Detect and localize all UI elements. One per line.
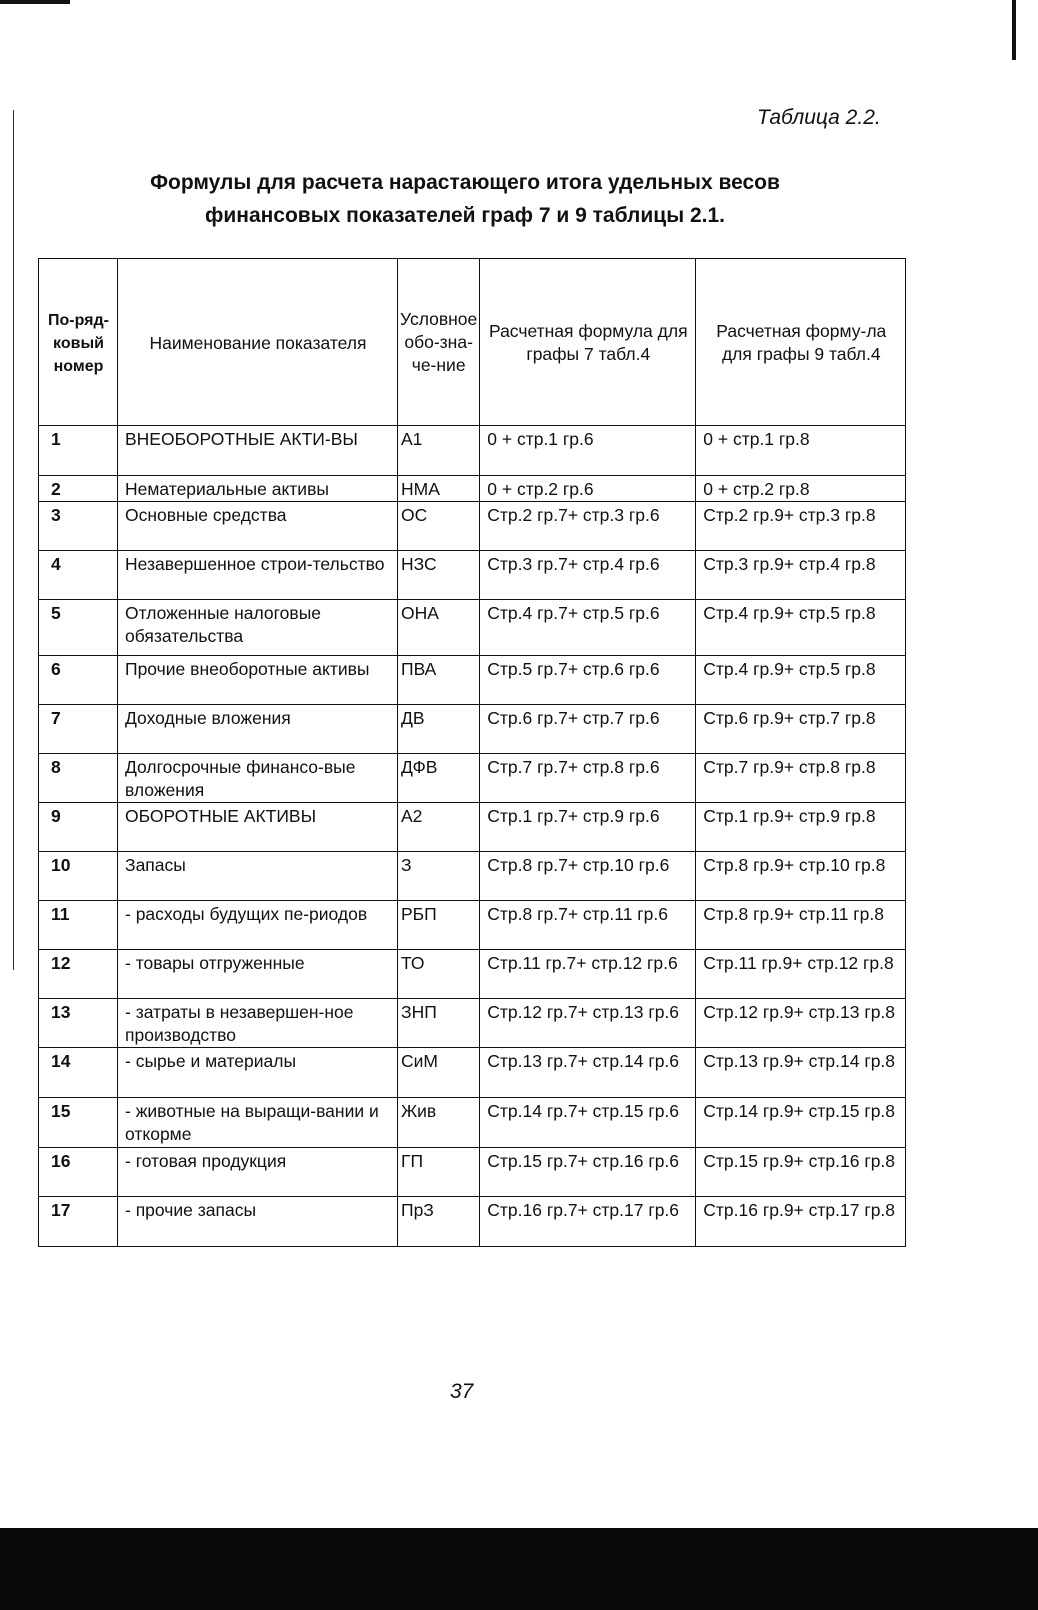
cell-code: ОС [398,502,480,551]
cell-f7: Стр.4 гр.7+ стр.5 гр.6 [480,600,696,656]
table-row [39,1098,906,1148]
cell-num: 4 [39,551,118,600]
cell-f7: Стр.3 гр.7+ стр.4 гр.6 [480,551,696,600]
cell-name: - готовая продукция [118,1148,398,1197]
title-line-2: финансовых показателей граф 7 и 9 таблицы 2.1. [204,204,726,227]
header-name: Наименование показателя [118,259,398,426]
cell-name: Отложенные налоговые обязательства [118,600,398,656]
scan-bottom-edge [0,1528,1038,1610]
cell-code: Жив [398,1098,480,1148]
cell-name: Незавершенное строи-тельство [118,551,398,600]
cell-num: 7 [39,705,118,754]
table-row [39,600,906,656]
cell-f7: Стр.8 гр.7+ стр.10 гр.6 [480,852,696,901]
table-row [39,803,906,852]
cell-code: СиМ [398,1048,480,1098]
cell-name: ВНЕОБОРОТНЫЕ АКТИ-ВЫ [118,426,398,476]
header-num: По-ряд-ковый номер [39,259,118,426]
cell-name: - расходы будущих пе-риодов [118,901,398,950]
cell-f9: Стр.4 гр.9+ стр.5 гр.8 [696,600,906,656]
cell-num: 15 [39,1098,118,1148]
table-caption: Таблица 2.2. [757,106,881,129]
header-formula-9: Расчетная форму-ла для графы 9 табл.4 [696,259,906,426]
cell-num: 12 [39,950,118,999]
cell-name: - затраты в незавершен-ное производство [118,999,398,1048]
table-title [60,166,870,232]
cell-code: ДВ [398,705,480,754]
cell-f7: Стр.16 гр.7+ стр.17 гр.6 [480,1197,696,1247]
cell-num: 14 [39,1048,118,1098]
cell-f9: Стр.4 гр.9+ стр.5 гр.8 [696,656,906,705]
cell-f9: Стр.14 гр.9+ стр.15 гр.8 [696,1098,906,1148]
table-row [39,502,906,551]
cell-f7: Стр.12 гр.7+ стр.13 гр.6 [480,999,696,1048]
cell-code: ОНА [398,600,480,656]
cell-f7: Стр.8 гр.7+ стр.11 гр.6 [480,901,696,950]
cell-code: ПрЗ [398,1197,480,1247]
table-row [39,476,906,502]
cell-code: ЗНП [398,999,480,1048]
cell-code: НМА [398,476,480,502]
cell-f9: Стр.8 гр.9+ стр.11 гр.8 [696,901,906,950]
cell-num: 2 [39,476,118,502]
cell-name: Доходные вложения [118,705,398,754]
table-row [39,1048,906,1098]
cell-name: - сырье и материалы [118,1048,398,1098]
cell-f9: Стр.1 гр.9+ стр.9 гр.8 [696,803,906,852]
cell-name: ОБОРОТНЫЕ АКТИВЫ [118,803,398,852]
table-row [39,1148,906,1197]
header-formula-7: Расчетная формула для графы 7 табл.4 [480,259,696,426]
cell-num: 11 [39,901,118,950]
table-row [39,426,906,476]
formula-table [38,258,906,1247]
cell-num: 10 [39,852,118,901]
cell-code: З [398,852,480,901]
scan-edge-line [13,110,14,970]
cell-code: ТО [398,950,480,999]
title-line-1: Формулы для расчета нарастающего итога удельных весов [150,171,780,194]
table-row [39,901,906,950]
cell-name: Долгосрочные финансо-вые вложения [118,754,398,803]
cell-f7: Стр.13 гр.7+ стр.14 гр.6 [480,1048,696,1098]
cell-name: Запасы [118,852,398,901]
cell-f7: 0 + стр.1 гр.6 [480,426,696,476]
table-row [39,656,906,705]
cell-f7: Стр.2 гр.7+ стр.3 гр.6 [480,502,696,551]
cell-f9: Стр.11 гр.9+ стр.12 гр.8 [696,950,906,999]
cell-f9: Стр.16 гр.9+ стр.17 гр.8 [696,1197,906,1247]
cell-code: А2 [398,803,480,852]
cell-num: 3 [39,502,118,551]
cell-f9: Стр.13 гр.9+ стр.14 гр.8 [696,1048,906,1098]
table-header-row [39,259,906,426]
cell-name: Основные средства [118,502,398,551]
table-row [39,1197,906,1247]
cell-code: ПВА [398,656,480,705]
cell-f9: 0 + стр.2 гр.8 [696,476,906,502]
cell-f7: Стр.6 гр.7+ стр.7 гр.6 [480,705,696,754]
table-row [39,852,906,901]
cell-f7: Стр.5 гр.7+ стр.6 гр.6 [480,656,696,705]
cell-num: 16 [39,1148,118,1197]
cell-code: А1 [398,426,480,476]
cell-num: 1 [39,426,118,476]
table-row [39,551,906,600]
cell-num: 9 [39,803,118,852]
cell-f7: Стр.11 гр.7+ стр.12 гр.6 [480,950,696,999]
cell-name: - животные на выращи-вании и откорме [118,1098,398,1148]
cell-f7: Стр.1 гр.7+ стр.9 гр.6 [480,803,696,852]
header-code: Условное обо-зна-че-ние [398,259,480,426]
cell-name: Нематериальные активы [118,476,398,502]
table-row [39,754,906,803]
cell-f9: Стр.2 гр.9+ стр.3 гр.8 [696,502,906,551]
cell-num: 5 [39,600,118,656]
cell-f7: Стр.7 гр.7+ стр.8 гр.6 [480,754,696,803]
cell-num: 17 [39,1197,118,1247]
scan-artifact [1012,0,1016,60]
cell-name: - прочие запасы [118,1197,398,1247]
table-row [39,950,906,999]
cell-f9: Стр.8 гр.9+ стр.10 гр.8 [696,852,906,901]
page-number: 37 [450,1380,474,1403]
cell-num: 8 [39,754,118,803]
cell-code: ДФВ [398,754,480,803]
cell-f9: Стр.6 гр.9+ стр.7 гр.8 [696,705,906,754]
cell-num: 13 [39,999,118,1048]
cell-code: РБП [398,901,480,950]
cell-f9: Стр.3 гр.9+ стр.4 гр.8 [696,551,906,600]
table-row [39,999,906,1048]
cell-f9: 0 + стр.1 гр.8 [696,426,906,476]
cell-code: ГП [398,1148,480,1197]
cell-f7: Стр.15 гр.7+ стр.16 гр.6 [480,1148,696,1197]
cell-f9: Стр.7 гр.9+ стр.8 гр.8 [696,754,906,803]
scan-artifact [0,0,70,4]
cell-f7: 0 + стр.2 гр.6 [480,476,696,502]
cell-num: 6 [39,656,118,705]
cell-name: - товары отгруженные [118,950,398,999]
cell-f9: Стр.15 гр.9+ стр.16 гр.8 [696,1148,906,1197]
cell-f7: Стр.14 гр.7+ стр.15 гр.6 [480,1098,696,1148]
cell-name: Прочие внеоборотные активы [118,656,398,705]
cell-f9: Стр.12 гр.9+ стр.13 гр.8 [696,999,906,1048]
cell-code: НЗС [398,551,480,600]
table-row [39,705,906,754]
